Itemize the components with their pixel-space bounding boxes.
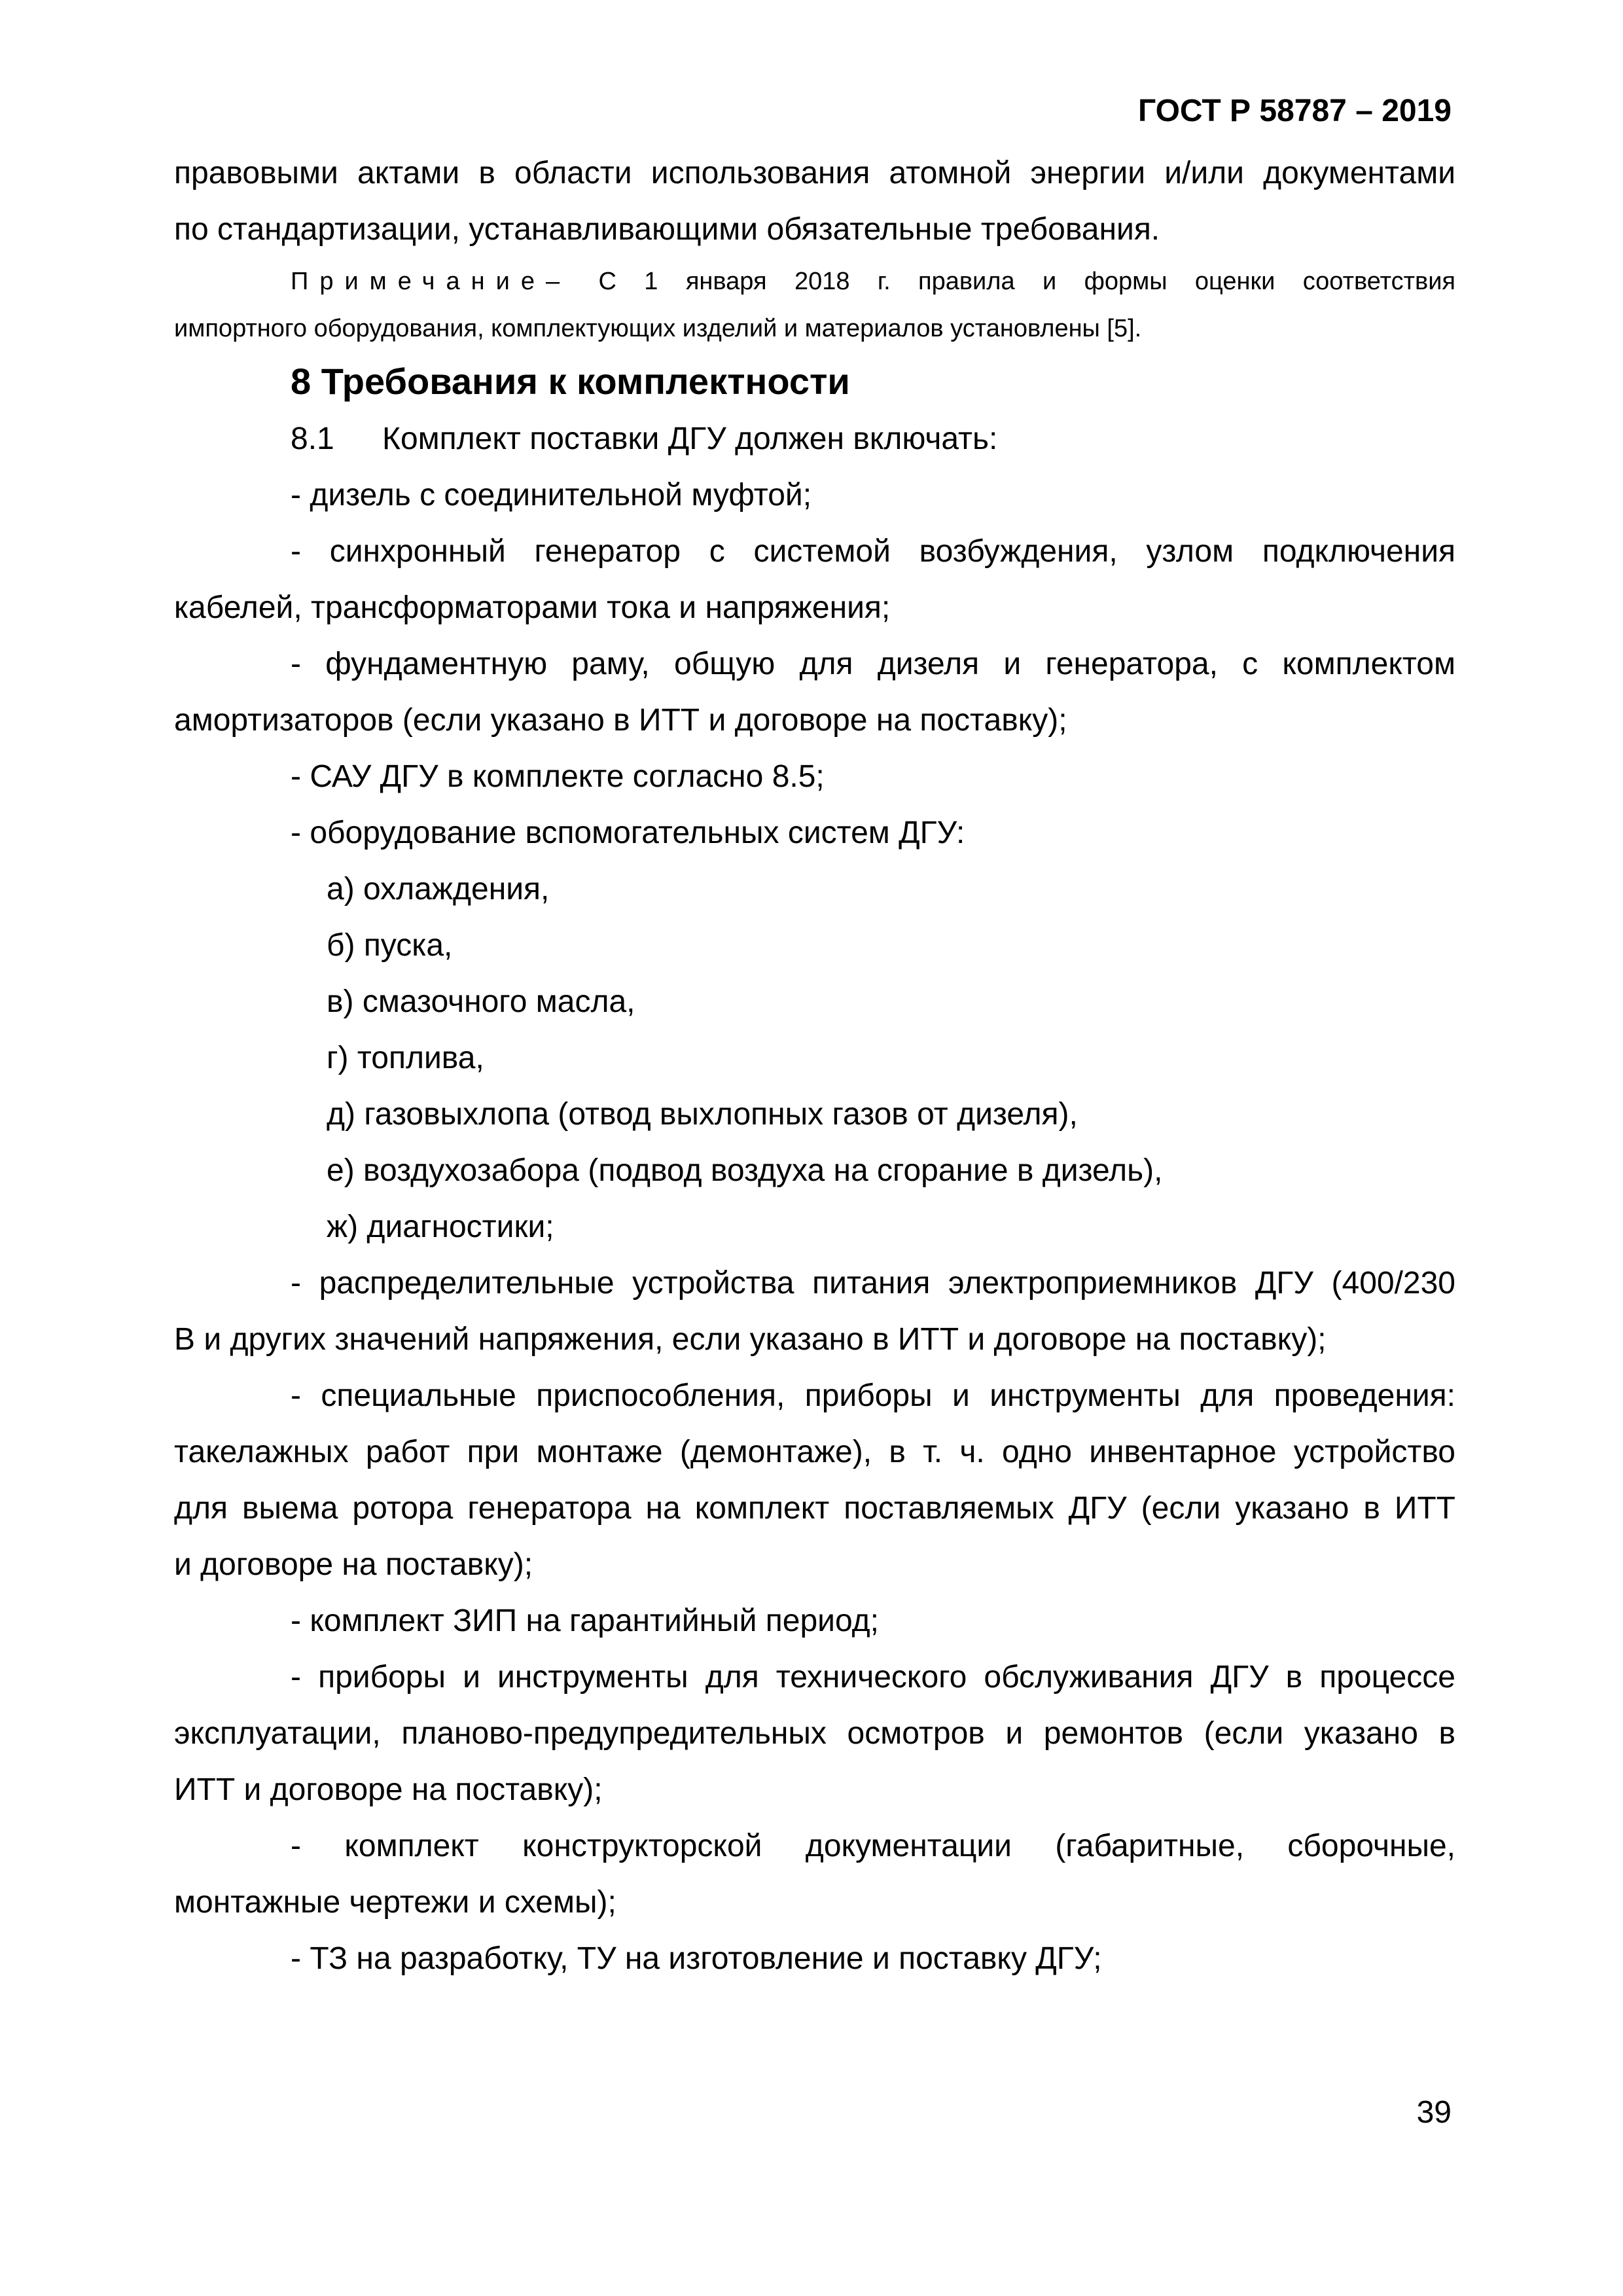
list-item-cont: кабелей, трансформаторами тока и напряжения;: [174, 590, 891, 625]
list-item-cont: ИТТ и договоре на поставку);: [174, 1772, 603, 1807]
list-item-cont: такелажных работ при монтаже (демонтаже), в т. ч. одно инвентарное устройство: [174, 1435, 1455, 1469]
note-text: С 1 января 2018 г. правила и формы оценки соответствия: [598, 268, 1456, 295]
list-item: - комплект ЗИП на гарантийный период;: [291, 1604, 879, 1638]
list-item-cont: амортизаторов (если указано в ИТТ и договоре на поставку);: [174, 703, 1067, 738]
intro-line: правовыми актами в области использования атомной энергии и/или документами: [174, 156, 1455, 190]
sub-item: г) топлива,: [327, 1041, 484, 1075]
sub-item: е) воздухозабора (подвод воздуха на сгорание в дизель),: [327, 1153, 1163, 1188]
section-title: 8 Требования к комплектности: [291, 361, 850, 402]
list-item: - распределительные устройства питания электроприемников ДГУ (400/230: [291, 1266, 1455, 1300]
list-item-cont: В и других значений напряжения, если указано в ИТТ и договоре на поставку);: [174, 1322, 1327, 1357]
list-item: - ТЗ на разработку, ТУ на изготовление и поставку ДГУ;: [291, 1941, 1102, 1976]
list-item-cont: и договоре на поставку);: [174, 1547, 533, 1582]
sub-item: а) охлаждения,: [327, 872, 550, 906]
sub-item: д) газовыхлопа (отвод выхлопных газов от дизеля),: [327, 1097, 1078, 1132]
list-item-cont: эксплуатации, планово-предупредительных осмотров и ремонтов (если указано в: [174, 1716, 1455, 1751]
sub-item: ж) диагностики;: [327, 1210, 554, 1244]
clause-8-1: [174, 411, 1455, 467]
list-item-cont: монтажные чертежи и схемы);: [174, 1885, 616, 1920]
sub-item: в) смазочного масла,: [327, 984, 635, 1019]
page-body: [174, 145, 1455, 1987]
list-item: - САУ ДГУ в комплекте согласно 8.5;: [291, 759, 825, 794]
note-line: импортного оборудования, комплектующих изделий и материалов установлены [5].: [174, 315, 1142, 342]
page-number: 39: [1416, 2095, 1452, 2130]
clause-number: 8.1: [291, 422, 334, 456]
list-item: - дизель с соединительной муфтой;: [291, 478, 812, 512]
list-item: - приборы и инструменты для технического обслуживания ДГУ в процессе: [291, 1660, 1455, 1695]
list-item: - оборудование вспомогательных систем ДГУ:: [291, 816, 965, 850]
intro-line: по стандартизации, устанавливающими обязательные требования.: [174, 212, 1160, 247]
list-item: - фундаментную раму, общую для дизеля и генератора, с комплектом: [291, 647, 1455, 681]
clause-text: Комплект поставки ДГУ должен включать:: [382, 422, 998, 456]
list-item-cont: для выема ротора генератора на комплект поставляемых ДГУ (если указано в ИТТ: [174, 1491, 1455, 1526]
sub-item: б) пуска,: [327, 928, 453, 963]
list-item: - синхронный генератор с системой возбуждения, узлом подключения: [291, 534, 1455, 569]
note-lead: Примечание–: [291, 268, 571, 295]
note-line: [174, 258, 1455, 305]
list-item: - комплект конструкторской документации (габаритные, сборочные,: [291, 1829, 1455, 1863]
document-header: ГОСТ Р 58787 – 2019: [1137, 94, 1452, 128]
list-item: - специальные приспособления, приборы и инструменты для проведения:: [291, 1378, 1455, 1413]
